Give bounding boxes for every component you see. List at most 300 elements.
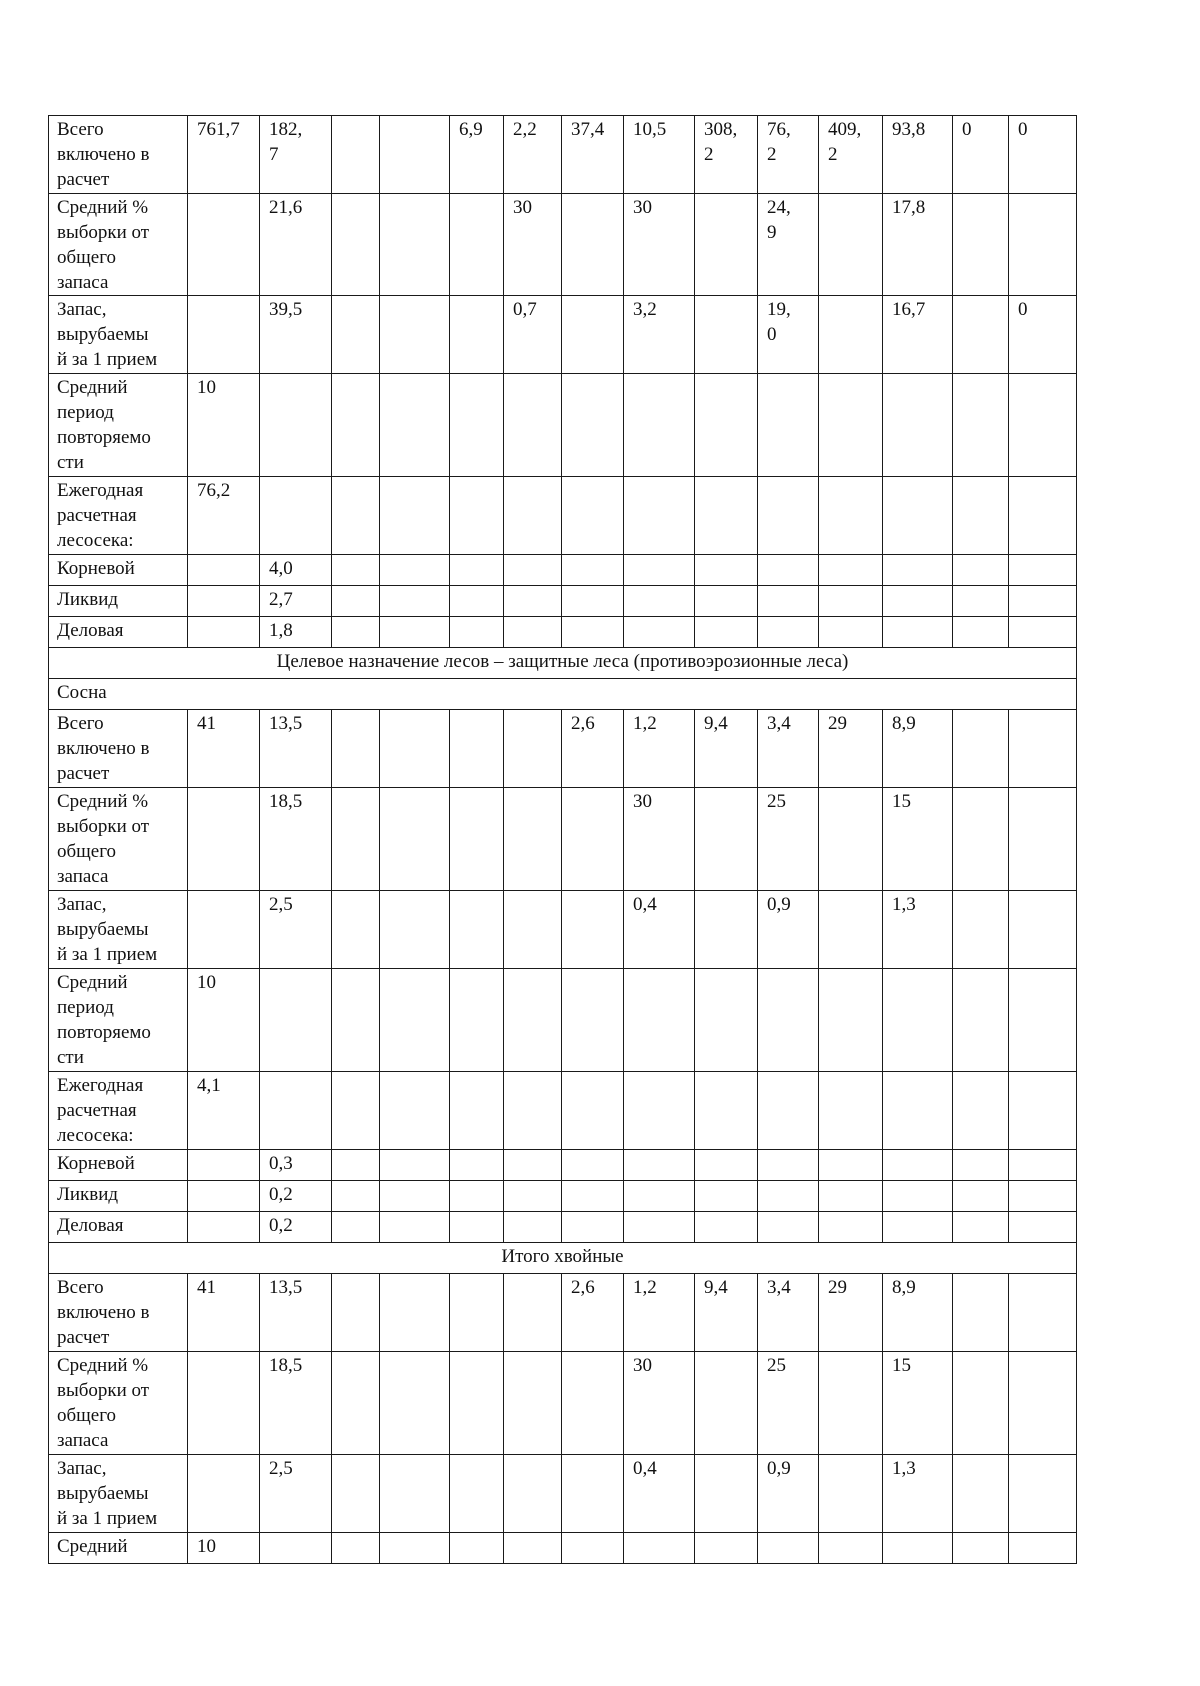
table-row xyxy=(49,1150,1077,1181)
value-cell xyxy=(188,1352,260,1455)
value-cell xyxy=(1009,1072,1077,1150)
value-cell xyxy=(380,477,450,555)
value-cell xyxy=(450,586,504,617)
row-label-cell: Запас, вырубаемы й за 1 прием xyxy=(49,891,188,969)
value-cell xyxy=(562,891,624,969)
table-row xyxy=(49,374,1077,477)
value-cell xyxy=(332,1455,380,1533)
section-title-cell: Целевое назначение лесов – защитные леса (противоэрозионные леса) xyxy=(49,648,1077,679)
value-cell: 2,5 xyxy=(260,891,332,969)
value-cell xyxy=(450,969,504,1072)
value-cell xyxy=(380,1533,450,1564)
value-cell xyxy=(1009,555,1077,586)
value-cell xyxy=(332,969,380,1072)
value-cell: 18,5 xyxy=(260,788,332,891)
cutting-area-table xyxy=(48,115,1077,1564)
value-cell xyxy=(883,374,953,477)
value-cell xyxy=(883,477,953,555)
value-cell: 10 xyxy=(188,374,260,477)
value-cell: 76,2 xyxy=(188,477,260,555)
value-cell xyxy=(380,969,450,1072)
value-cell xyxy=(188,1181,260,1212)
value-cell xyxy=(758,969,819,1072)
value-cell: 0,7 xyxy=(504,296,562,374)
value-cell xyxy=(562,617,624,648)
value-cell xyxy=(758,555,819,586)
value-cell xyxy=(450,1274,504,1352)
row-label-cell: Корневой xyxy=(49,555,188,586)
value-cell xyxy=(332,374,380,477)
value-cell xyxy=(1009,374,1077,477)
value-cell xyxy=(819,1352,883,1455)
value-cell xyxy=(332,710,380,788)
value-cell xyxy=(562,1150,624,1181)
value-cell xyxy=(332,617,380,648)
row-label-cell: Средний % выборки от общего запаса xyxy=(49,194,188,296)
value-cell xyxy=(819,1455,883,1533)
value-cell xyxy=(332,788,380,891)
value-cell xyxy=(260,374,332,477)
value-cell: 0,9 xyxy=(758,891,819,969)
value-cell xyxy=(695,1072,758,1150)
value-cell xyxy=(883,1181,953,1212)
row-label-cell: Средний период повторяемо сти xyxy=(49,969,188,1072)
value-cell: 2,2 xyxy=(504,116,562,194)
row-label-cell: Средний xyxy=(49,1533,188,1564)
value-cell xyxy=(758,477,819,555)
value-cell xyxy=(260,1072,332,1150)
value-cell xyxy=(695,374,758,477)
value-cell: 37,4 xyxy=(562,116,624,194)
row-label-cell: Запас, вырубаемы й за 1 прием xyxy=(49,296,188,374)
value-cell xyxy=(819,1072,883,1150)
value-cell xyxy=(819,969,883,1072)
value-cell xyxy=(758,1181,819,1212)
value-cell: 29 xyxy=(819,1274,883,1352)
value-cell xyxy=(1009,1150,1077,1181)
value-cell xyxy=(332,1212,380,1243)
value-cell xyxy=(504,969,562,1072)
row-label-cell: Деловая xyxy=(49,1212,188,1243)
value-cell: 2,6 xyxy=(562,1274,624,1352)
value-cell xyxy=(883,555,953,586)
value-cell xyxy=(819,555,883,586)
value-cell xyxy=(188,617,260,648)
value-cell xyxy=(819,194,883,296)
value-cell xyxy=(1009,891,1077,969)
value-cell xyxy=(380,1274,450,1352)
group-label-row xyxy=(49,679,1077,710)
value-cell xyxy=(758,374,819,477)
table-row xyxy=(49,1212,1077,1243)
value-cell xyxy=(332,891,380,969)
value-cell xyxy=(450,891,504,969)
value-cell xyxy=(953,1533,1009,1564)
value-cell xyxy=(332,1150,380,1181)
value-cell xyxy=(1009,586,1077,617)
value-cell xyxy=(562,194,624,296)
value-cell xyxy=(260,477,332,555)
value-cell xyxy=(953,1150,1009,1181)
value-cell xyxy=(380,1352,450,1455)
row-label-cell: Всего включено в расчет xyxy=(49,116,188,194)
value-cell xyxy=(1009,710,1077,788)
table-row xyxy=(49,710,1077,788)
value-cell xyxy=(695,194,758,296)
value-cell: 13,5 xyxy=(260,710,332,788)
value-cell xyxy=(624,617,695,648)
value-cell xyxy=(450,1352,504,1455)
value-cell xyxy=(562,1072,624,1150)
value-cell: 10,5 xyxy=(624,116,695,194)
table-row xyxy=(49,555,1077,586)
value-cell xyxy=(695,1533,758,1564)
value-cell xyxy=(380,374,450,477)
value-cell xyxy=(1009,617,1077,648)
row-label-cell: Корневой xyxy=(49,1150,188,1181)
value-cell xyxy=(883,617,953,648)
value-cell xyxy=(380,788,450,891)
value-cell xyxy=(624,555,695,586)
value-cell xyxy=(1009,1352,1077,1455)
value-cell xyxy=(695,296,758,374)
value-cell xyxy=(450,1212,504,1243)
value-cell xyxy=(953,788,1009,891)
value-cell xyxy=(450,1072,504,1150)
value-cell xyxy=(953,891,1009,969)
value-cell xyxy=(953,1072,1009,1150)
value-cell xyxy=(883,969,953,1072)
row-label-cell: Средний % выборки от общего запаса xyxy=(49,788,188,891)
value-cell xyxy=(450,617,504,648)
value-cell xyxy=(188,788,260,891)
row-label-cell: Средний % выборки от общего запаса xyxy=(49,1352,188,1455)
value-cell xyxy=(380,555,450,586)
value-cell: 10 xyxy=(188,1533,260,1564)
value-cell: 76, 2 xyxy=(758,116,819,194)
value-cell xyxy=(504,586,562,617)
value-cell: 2,7 xyxy=(260,586,332,617)
value-cell xyxy=(883,1072,953,1150)
value-cell xyxy=(624,969,695,1072)
value-cell xyxy=(953,194,1009,296)
value-cell xyxy=(188,586,260,617)
value-cell xyxy=(1009,1455,1077,1533)
value-cell xyxy=(504,1533,562,1564)
value-cell xyxy=(953,374,1009,477)
value-cell xyxy=(188,1150,260,1181)
value-cell xyxy=(562,1455,624,1533)
species-label-cell: Сосна xyxy=(49,679,1077,710)
value-cell xyxy=(953,617,1009,648)
value-cell xyxy=(695,586,758,617)
value-cell xyxy=(695,1150,758,1181)
value-cell xyxy=(380,296,450,374)
value-cell xyxy=(450,1455,504,1533)
value-cell xyxy=(953,1274,1009,1352)
value-cell xyxy=(504,1212,562,1243)
value-cell xyxy=(562,374,624,477)
section-header-row xyxy=(49,648,1077,679)
value-cell xyxy=(819,1181,883,1212)
value-cell xyxy=(562,296,624,374)
row-label-cell: Ежегодная расчетная лесосека: xyxy=(49,1072,188,1150)
value-cell: 2,5 xyxy=(260,1455,332,1533)
value-cell xyxy=(332,555,380,586)
table-row xyxy=(49,296,1077,374)
value-cell xyxy=(450,194,504,296)
value-cell xyxy=(504,1455,562,1533)
table-row xyxy=(49,788,1077,891)
value-cell: 24, 9 xyxy=(758,194,819,296)
value-cell: 409, 2 xyxy=(819,116,883,194)
value-cell xyxy=(758,1072,819,1150)
value-cell xyxy=(380,1181,450,1212)
value-cell xyxy=(188,1455,260,1533)
value-cell: 0,9 xyxy=(758,1455,819,1533)
row-label-cell: Запас, вырубаемы й за 1 прием xyxy=(49,1455,188,1533)
value-cell: 17,8 xyxy=(883,194,953,296)
value-cell xyxy=(380,710,450,788)
table-row xyxy=(49,194,1077,296)
value-cell xyxy=(332,1072,380,1150)
table-row xyxy=(49,1072,1077,1150)
value-cell xyxy=(695,1455,758,1533)
value-cell: 3,4 xyxy=(758,710,819,788)
value-cell xyxy=(624,1150,695,1181)
value-cell: 0 xyxy=(1009,116,1077,194)
value-cell: 8,9 xyxy=(883,1274,953,1352)
value-cell xyxy=(450,788,504,891)
value-cell xyxy=(188,194,260,296)
value-cell xyxy=(188,296,260,374)
value-cell xyxy=(380,116,450,194)
value-cell xyxy=(883,1150,953,1181)
value-cell: 9,4 xyxy=(695,710,758,788)
table-row xyxy=(49,1533,1077,1564)
value-cell xyxy=(1009,788,1077,891)
value-cell: 3,4 xyxy=(758,1274,819,1352)
value-cell xyxy=(695,1181,758,1212)
value-cell xyxy=(450,1150,504,1181)
value-cell xyxy=(380,1212,450,1243)
table-row xyxy=(49,586,1077,617)
value-cell xyxy=(1009,194,1077,296)
value-cell: 0 xyxy=(953,116,1009,194)
value-cell xyxy=(953,477,1009,555)
value-cell xyxy=(1009,1533,1077,1564)
value-cell xyxy=(380,1072,450,1150)
value-cell xyxy=(819,296,883,374)
row-label-cell: Ликвид xyxy=(49,586,188,617)
value-cell: 9,4 xyxy=(695,1274,758,1352)
value-cell xyxy=(819,586,883,617)
table-row xyxy=(49,1455,1077,1533)
row-label-cell: Всего включено в расчет xyxy=(49,1274,188,1352)
table-body xyxy=(49,116,1077,1564)
value-cell: 25 xyxy=(758,1352,819,1455)
table-row xyxy=(49,617,1077,648)
value-cell xyxy=(504,1072,562,1150)
value-cell: 30 xyxy=(624,1352,695,1455)
value-cell: 0 xyxy=(1009,296,1077,374)
value-cell: 13,5 xyxy=(260,1274,332,1352)
value-cell xyxy=(953,1455,1009,1533)
value-cell: 1,2 xyxy=(624,1274,695,1352)
document-page xyxy=(48,115,1077,1564)
value-cell xyxy=(1009,1181,1077,1212)
value-cell: 0,2 xyxy=(260,1212,332,1243)
value-cell xyxy=(332,1181,380,1212)
value-cell: 1,8 xyxy=(260,617,332,648)
value-cell xyxy=(332,194,380,296)
row-label-cell: Деловая xyxy=(49,617,188,648)
value-cell xyxy=(819,477,883,555)
table-row xyxy=(49,477,1077,555)
value-cell xyxy=(504,555,562,586)
value-cell: 6,9 xyxy=(450,116,504,194)
table-row xyxy=(49,1352,1077,1455)
value-cell xyxy=(504,374,562,477)
value-cell xyxy=(380,586,450,617)
value-cell xyxy=(188,1212,260,1243)
value-cell xyxy=(562,788,624,891)
value-cell xyxy=(260,1533,332,1564)
value-cell xyxy=(188,891,260,969)
value-cell: 1,3 xyxy=(883,891,953,969)
value-cell xyxy=(562,1212,624,1243)
value-cell xyxy=(380,194,450,296)
table-row xyxy=(49,1274,1077,1352)
value-cell xyxy=(695,555,758,586)
value-cell xyxy=(883,586,953,617)
table-row xyxy=(49,1181,1077,1212)
value-cell xyxy=(883,1533,953,1564)
value-cell: 41 xyxy=(188,1274,260,1352)
value-cell xyxy=(450,710,504,788)
value-cell: 10 xyxy=(188,969,260,1072)
value-cell xyxy=(953,1352,1009,1455)
value-cell: 182, 7 xyxy=(260,116,332,194)
value-cell xyxy=(758,617,819,648)
value-cell: 15 xyxy=(883,788,953,891)
value-cell xyxy=(758,1533,819,1564)
value-cell: 0,3 xyxy=(260,1150,332,1181)
value-cell xyxy=(332,116,380,194)
value-cell: 0,4 xyxy=(624,891,695,969)
value-cell: 30 xyxy=(624,194,695,296)
value-cell xyxy=(953,710,1009,788)
value-cell: 0,2 xyxy=(260,1181,332,1212)
value-cell: 21,6 xyxy=(260,194,332,296)
value-cell: 1,3 xyxy=(883,1455,953,1533)
row-label-cell: Ликвид xyxy=(49,1181,188,1212)
value-cell: 1,2 xyxy=(624,710,695,788)
value-cell xyxy=(883,1212,953,1243)
value-cell xyxy=(380,891,450,969)
value-cell xyxy=(504,1274,562,1352)
value-cell xyxy=(332,1274,380,1352)
value-cell xyxy=(380,617,450,648)
value-cell xyxy=(450,555,504,586)
value-cell xyxy=(953,969,1009,1072)
value-cell xyxy=(562,586,624,617)
value-cell xyxy=(562,1181,624,1212)
value-cell xyxy=(562,969,624,1072)
value-cell: 93,8 xyxy=(883,116,953,194)
value-cell: 3,2 xyxy=(624,296,695,374)
value-cell xyxy=(504,1352,562,1455)
value-cell xyxy=(562,555,624,586)
value-cell xyxy=(953,586,1009,617)
value-cell xyxy=(380,1150,450,1181)
value-cell: 25 xyxy=(758,788,819,891)
table-row xyxy=(49,891,1077,969)
value-cell xyxy=(695,969,758,1072)
value-cell xyxy=(504,477,562,555)
value-cell xyxy=(450,296,504,374)
row-label-cell: Средний период повторяемо сти xyxy=(49,374,188,477)
value-cell xyxy=(1009,477,1077,555)
value-cell xyxy=(758,1212,819,1243)
value-cell: 19, 0 xyxy=(758,296,819,374)
table-row xyxy=(49,969,1077,1072)
value-cell xyxy=(819,1212,883,1243)
value-cell xyxy=(953,1181,1009,1212)
value-cell xyxy=(188,555,260,586)
value-cell xyxy=(695,1212,758,1243)
value-cell: 29 xyxy=(819,710,883,788)
value-cell xyxy=(695,788,758,891)
value-cell xyxy=(695,1352,758,1455)
value-cell xyxy=(332,296,380,374)
value-cell xyxy=(624,1212,695,1243)
value-cell xyxy=(624,1533,695,1564)
value-cell xyxy=(695,891,758,969)
value-cell xyxy=(332,586,380,617)
value-cell xyxy=(504,617,562,648)
value-cell xyxy=(819,891,883,969)
value-cell xyxy=(260,969,332,1072)
value-cell: 0,4 xyxy=(624,1455,695,1533)
value-cell xyxy=(332,477,380,555)
value-cell xyxy=(1009,969,1077,1072)
row-label-cell: Всего включено в расчет xyxy=(49,710,188,788)
value-cell xyxy=(953,296,1009,374)
value-cell xyxy=(819,1150,883,1181)
value-cell xyxy=(562,1352,624,1455)
value-cell xyxy=(1009,1212,1077,1243)
value-cell xyxy=(450,477,504,555)
value-cell xyxy=(819,1533,883,1564)
value-cell xyxy=(504,788,562,891)
value-cell: 308, 2 xyxy=(695,116,758,194)
value-cell xyxy=(819,617,883,648)
value-cell xyxy=(504,891,562,969)
value-cell xyxy=(450,374,504,477)
section-title-cell: Итого хвойные xyxy=(49,1243,1077,1274)
value-cell: 30 xyxy=(504,194,562,296)
value-cell: 15 xyxy=(883,1352,953,1455)
section-header-row xyxy=(49,1243,1077,1274)
value-cell xyxy=(1009,1274,1077,1352)
value-cell: 30 xyxy=(624,788,695,891)
value-cell xyxy=(695,477,758,555)
value-cell xyxy=(624,586,695,617)
value-cell xyxy=(819,374,883,477)
value-cell xyxy=(624,374,695,477)
value-cell xyxy=(695,617,758,648)
